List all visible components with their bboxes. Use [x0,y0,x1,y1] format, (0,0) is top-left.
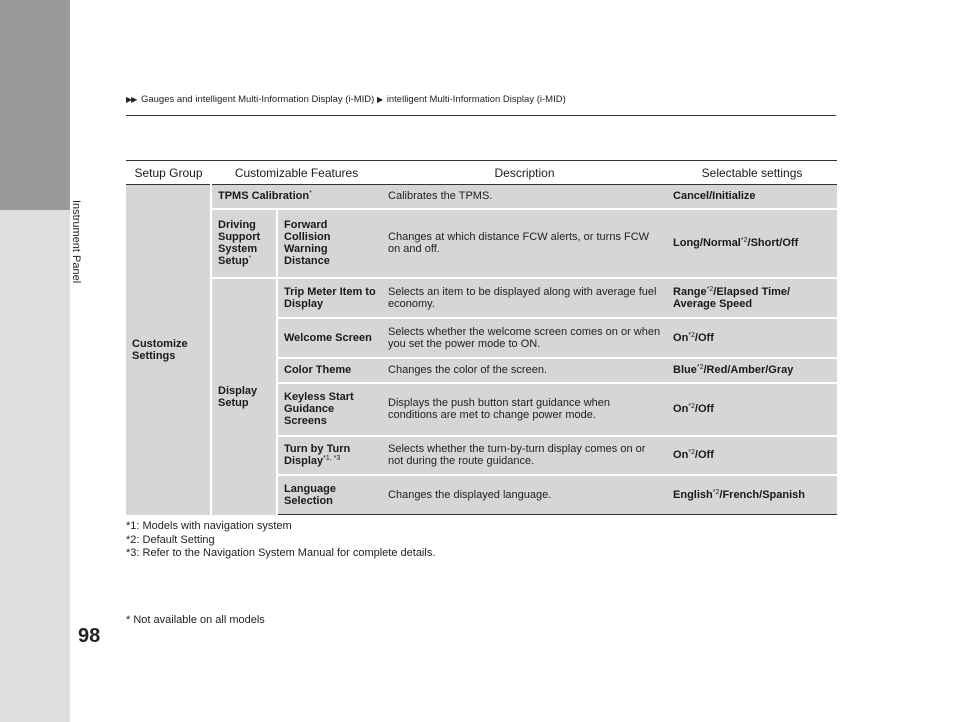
description-tpms: Calibrates the TPMS. [382,185,667,209]
settings-keyless-start: On$^{*2}$/Off [667,383,837,436]
footnote-1: *1: Models with navigation system [126,520,292,532]
header-selectable: Selectable settings [667,161,837,185]
breadcrumb-link-imid[interactable]: intelligent Multi-Information Display (i-MID) [386,94,566,105]
header-setup-group: Setup Group [126,161,211,185]
feature-welcome-screen: Welcome Screen [277,318,382,358]
description-fcw-distance: Changes at which distance FCW alerts, or turns FCW on and off. [382,209,667,278]
feature-keyless-start: Keyless Start Guidance Screens [277,383,382,436]
description-welcome-screen: Selects whether the welcome screen comes on or when you set the power mode to ON. [382,318,667,358]
table-row [126,278,837,318]
availability-note: * Not available on all models [126,614,265,626]
feature-turn-by-turn: Turn by Turn Display$^{*1, *3}$ [277,436,382,475]
feature-language: Language Selection [277,475,382,515]
table-row [126,185,837,209]
settings-fcw-distance: Long/Normal$^{*2}$/Short/Off [667,209,837,278]
header-divider [126,115,836,116]
breadcrumb-link-gauges[interactable]: Gauges and intelligent Multi-Information Display (i-MID) [140,94,375,105]
settings-trip-meter: Range$^{*2}$/Elapsed Time/ Average Speed [667,278,837,318]
settings-turn-by-turn: On$^{*2}$/Off [667,436,837,475]
settings-table [126,160,837,515]
feature-fcw-distance: Forward Collision Warning Distance [277,209,382,278]
feature-trip-meter: Trip Meter Item to Display [277,278,382,318]
setup-group-customize: Customize Settings [126,185,211,515]
breadcrumb [126,94,566,105]
header-features: Customizable Features [211,161,382,185]
description-turn-by-turn: Selects whether the turn-by-turn display comes on or not during the route guidance. [382,436,667,475]
description-keyless-start: Displays the push button start guidance when conditions are met to change power mode. [382,383,667,436]
table-header-row [126,161,837,185]
subgroup-driving-support: Driving Support System Setup* [211,209,277,278]
section-tab-marker [0,0,70,210]
subgroup-display-setup: Display Setup [211,278,277,515]
section-tab-track [0,210,70,722]
description-trip-meter: Selects an item to be displayed along with average fuel economy. [382,278,667,318]
settings-tpms: Cancel/Initialize [667,185,837,209]
footnote-2: *2: Default Setting [126,533,215,546]
feature-tpms: TPMS Calibration* [211,185,382,209]
description-language: Changes the displayed language. [382,475,667,515]
settings-language: English$^{*2}$/French/Spanish [667,475,837,515]
header-description: Description [382,161,667,185]
breadcrumb-arrow-icon: ▶▶ [126,95,137,104]
settings-color-theme: Blue$^{*2}$/Red/Amber/Gray [667,358,837,383]
footnotes [126,520,435,561]
settings-welcome-screen: On$^{*2}$/Off [667,318,837,358]
description-color-theme: Changes the color of the screen. [382,358,667,383]
table-row [126,209,837,278]
page-number: 98 [78,625,101,647]
footnote-3: *3: Refer to the Navigation System Manual for complete details. [126,547,436,559]
feature-color-theme: Color Theme [277,358,382,383]
breadcrumb-arrow-icon: ▶ [376,95,383,104]
section-tab-label: Instrument Panel [70,200,82,284]
